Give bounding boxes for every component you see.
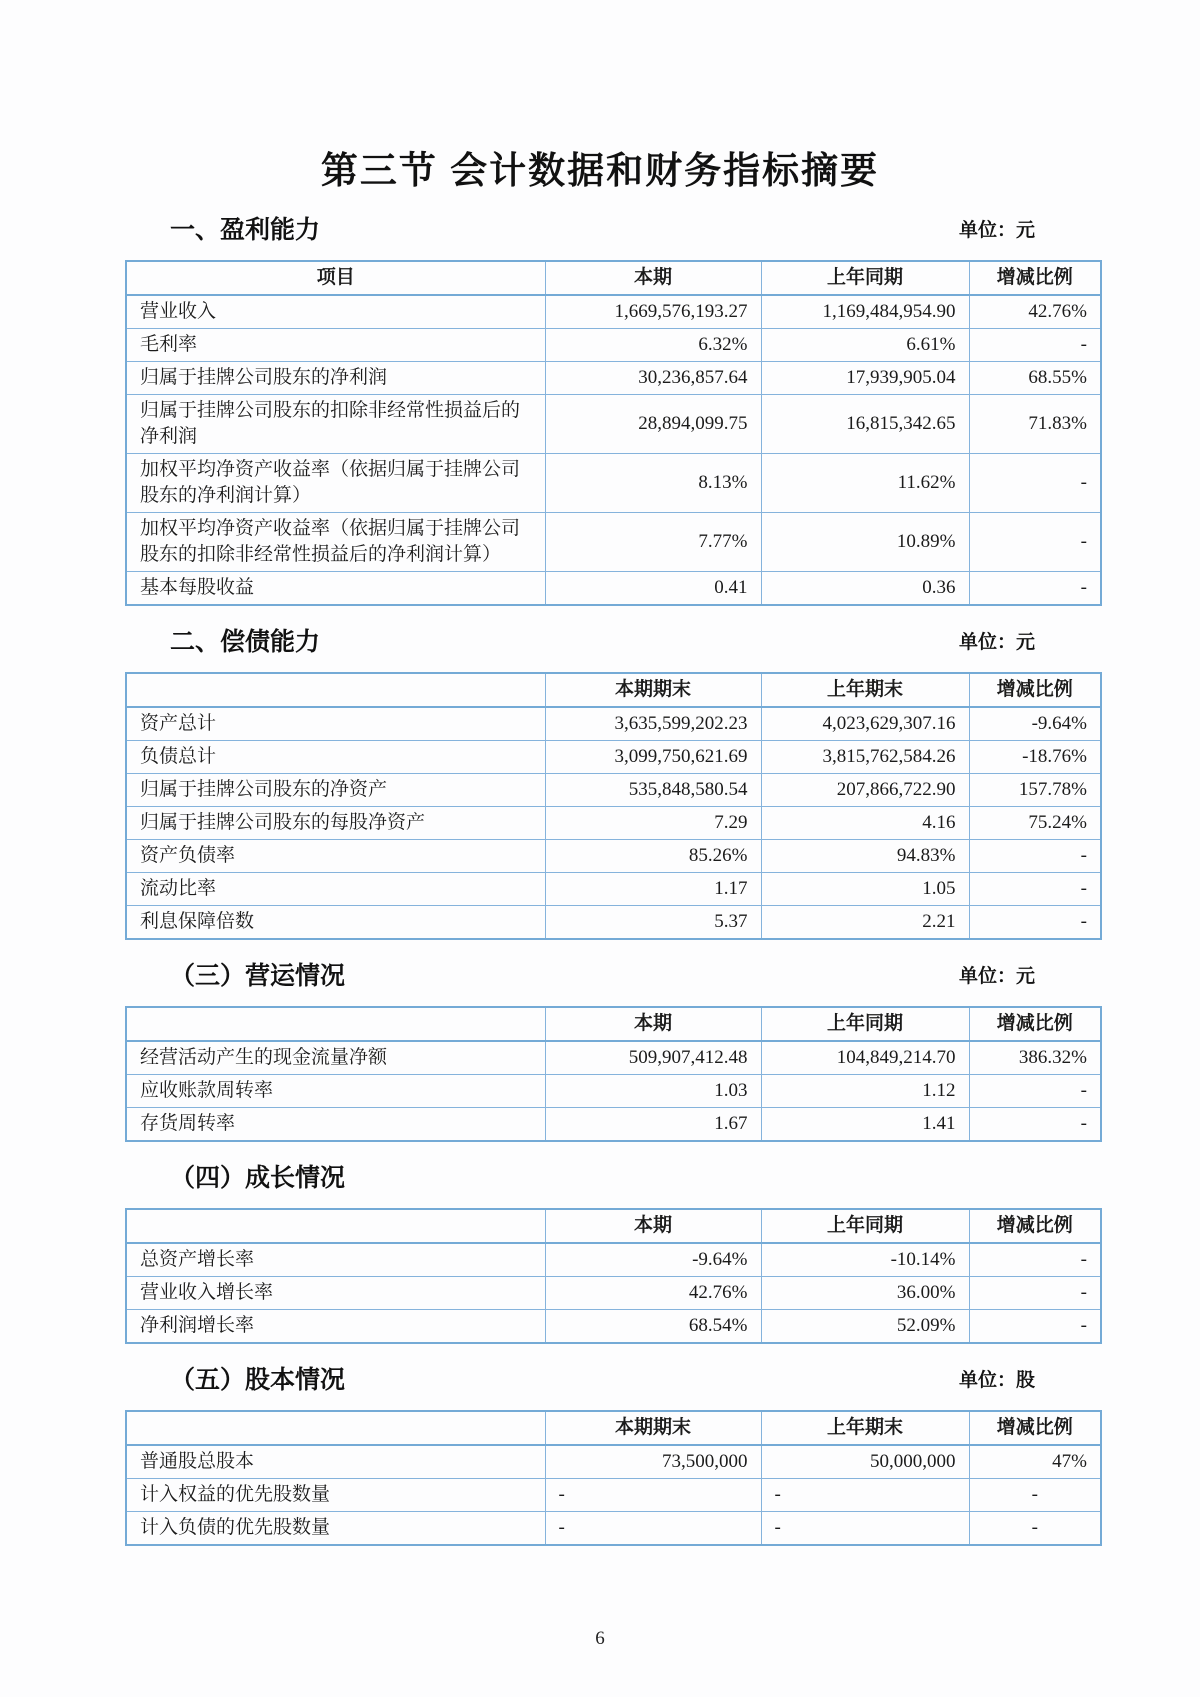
- table-row: [126, 1243, 1101, 1277]
- table-header-cell: 增减比例: [969, 261, 1101, 295]
- value-cell: 30,236,857.64: [545, 362, 761, 395]
- value-cell: 6.32%: [545, 329, 761, 362]
- value-cell: 42.76%: [969, 295, 1101, 329]
- row-label-cell: 计入权益的优先股数量: [126, 1479, 545, 1512]
- unit-label: 单位：元: [958, 220, 1035, 241]
- row-label-cell: 负债总计: [126, 741, 545, 774]
- unit-label: 单位：股: [958, 1370, 1035, 1391]
- value-cell: -: [969, 329, 1101, 362]
- table-row: [126, 1512, 1101, 1546]
- table-row: [126, 807, 1101, 840]
- row-label-cell: 归属于挂牌公司股东的每股净资产: [126, 807, 545, 840]
- table-row: [126, 1277, 1101, 1310]
- table-header-cell: 本期期末: [545, 673, 761, 707]
- table-row: [126, 1310, 1101, 1344]
- table-header-row: [126, 261, 1101, 295]
- value-cell: 0.36: [761, 572, 969, 606]
- table-header-cell: [126, 1007, 545, 1041]
- row-label-cell: 资产总计: [126, 707, 545, 741]
- value-cell: 1.17: [545, 873, 761, 906]
- value-cell: -: [969, 1277, 1101, 1310]
- value-cell: 535,848,580.54: [545, 774, 761, 807]
- row-label-cell: 总资产增长率: [126, 1243, 545, 1277]
- section-header-row: [125, 1162, 1100, 1194]
- value-cell: 2.21: [761, 906, 969, 940]
- table-row: [126, 295, 1101, 329]
- table-row: [126, 741, 1101, 774]
- value-cell: -: [969, 840, 1101, 873]
- section-heading: （四）成长情况: [170, 1164, 346, 1192]
- table-header-cell: 增减比例: [969, 1209, 1101, 1243]
- value-cell: 36.00%: [761, 1277, 969, 1310]
- row-label-cell: 普通股总股本: [126, 1445, 545, 1479]
- value-cell: 3,815,762,584.26: [761, 741, 969, 774]
- page-title: 第三节 会计数据和财务指标摘要: [320, 150, 880, 191]
- row-label-cell: 归属于挂牌公司股东的扣除非经常性损益后的净利润: [126, 395, 545, 454]
- section-heading: 一、盈利能力: [170, 216, 321, 244]
- report-section: [125, 214, 1100, 606]
- value-cell: -9.64%: [969, 707, 1101, 741]
- value-cell: -: [969, 1243, 1101, 1277]
- table-row: [126, 572, 1101, 606]
- financial-table: [125, 1410, 1102, 1546]
- value-cell: 4,023,629,307.16: [761, 707, 969, 741]
- value-cell: -: [969, 1479, 1101, 1512]
- table-header-cell: 上年同期: [761, 1007, 969, 1041]
- value-cell: 0.41: [545, 572, 761, 606]
- row-label-cell: 资产负债率: [126, 840, 545, 873]
- financial-table: [125, 1208, 1102, 1344]
- table-header-cell: 增减比例: [969, 1007, 1101, 1041]
- value-cell: 1.41: [761, 1108, 969, 1142]
- table-row: [126, 906, 1101, 940]
- row-label-cell: 计入负债的优先股数量: [126, 1512, 545, 1546]
- section-heading: 二、偿债能力: [170, 628, 321, 656]
- financial-table: [125, 1006, 1102, 1142]
- value-cell: 1,669,576,193.27: [545, 295, 761, 329]
- table-header-row: [126, 1007, 1101, 1041]
- value-cell: 68.55%: [969, 362, 1101, 395]
- table-header-cell: 本期期末: [545, 1411, 761, 1445]
- table-header-row: [126, 1411, 1101, 1445]
- section-header-row: [125, 626, 1100, 658]
- value-cell: 42.76%: [545, 1277, 761, 1310]
- value-cell: 11.62%: [761, 454, 969, 513]
- value-cell: 7.77%: [545, 513, 761, 572]
- value-cell: -: [545, 1479, 761, 1512]
- value-cell: 94.83%: [761, 840, 969, 873]
- value-cell: 85.26%: [545, 840, 761, 873]
- row-label-cell: 营业收入: [126, 295, 545, 329]
- table-header-cell: 本期: [545, 1209, 761, 1243]
- report-section: [125, 1162, 1100, 1344]
- table-row: [126, 1075, 1101, 1108]
- section-header-row: [125, 960, 1100, 992]
- value-cell: -: [969, 906, 1101, 940]
- value-cell: 5.37: [545, 906, 761, 940]
- value-cell: 6.61%: [761, 329, 969, 362]
- table-header-cell: [126, 673, 545, 707]
- value-cell: 68.54%: [545, 1310, 761, 1344]
- value-cell: 1,169,484,954.90: [761, 295, 969, 329]
- value-cell: 28,894,099.75: [545, 395, 761, 454]
- row-label-cell: 存货周转率: [126, 1108, 545, 1142]
- value-cell: 52.09%: [761, 1310, 969, 1344]
- value-cell: -: [761, 1479, 969, 1512]
- table-row: [126, 1479, 1101, 1512]
- table-header-cell: 项目: [126, 261, 545, 295]
- value-cell: 10.89%: [761, 513, 969, 572]
- table-header-cell: 本期: [545, 1007, 761, 1041]
- value-cell: -: [969, 454, 1101, 513]
- value-cell: 157.78%: [969, 774, 1101, 807]
- row-label-cell: 加权平均净资产收益率（依据归属于挂牌公司股东的净利润计算）: [126, 454, 545, 513]
- row-label-cell: 归属于挂牌公司股东的净利润: [126, 362, 545, 395]
- value-cell: 8.13%: [545, 454, 761, 513]
- table-row: [126, 873, 1101, 906]
- value-cell: 3,635,599,202.23: [545, 707, 761, 741]
- table-header-cell: 本期: [545, 261, 761, 295]
- value-cell: -9.64%: [545, 1243, 761, 1277]
- value-cell: -: [545, 1512, 761, 1546]
- table-row: [126, 513, 1101, 572]
- value-cell: 207,866,722.90: [761, 774, 969, 807]
- value-cell: 75.24%: [969, 807, 1101, 840]
- row-label-cell: 加权平均净资产收益率（依据归属于挂牌公司股东的扣除非经常性损益后的净利润计算）: [126, 513, 545, 572]
- value-cell: 1.05: [761, 873, 969, 906]
- table-row: [126, 840, 1101, 873]
- value-cell: 1.12: [761, 1075, 969, 1108]
- value-cell: 73,500,000: [545, 1445, 761, 1479]
- value-cell: 104,849,214.70: [761, 1041, 969, 1075]
- value-cell: -: [761, 1512, 969, 1546]
- financial-table: [125, 672, 1102, 940]
- row-label-cell: 净利润增长率: [126, 1310, 545, 1344]
- page-number: 6: [595, 1628, 605, 1649]
- table-row: [126, 329, 1101, 362]
- table-header-cell: [126, 1209, 545, 1243]
- report-section: [125, 1364, 1100, 1546]
- section-header-row: [125, 1364, 1100, 1396]
- value-cell: -: [969, 873, 1101, 906]
- row-label-cell: 营业收入增长率: [126, 1277, 545, 1310]
- value-cell: 386.32%: [969, 1041, 1101, 1075]
- value-cell: 1.03: [545, 1075, 761, 1108]
- report-section: [125, 626, 1100, 940]
- table-row: [126, 1041, 1101, 1075]
- report-section: [125, 960, 1100, 1142]
- section-header-row: [125, 214, 1100, 246]
- table-header-cell: 上年同期: [761, 1209, 969, 1243]
- value-cell: 7.29: [545, 807, 761, 840]
- value-cell: 71.83%: [969, 395, 1101, 454]
- value-cell: 47%: [969, 1445, 1101, 1479]
- section-heading: （五）股本情况: [170, 1366, 346, 1394]
- table-header-row: [126, 1209, 1101, 1243]
- table-header-cell: 增减比例: [969, 1411, 1101, 1445]
- report-sections: [125, 214, 1100, 1546]
- value-cell: 16,815,342.65: [761, 395, 969, 454]
- value-cell: -18.76%: [969, 741, 1101, 774]
- value-cell: 1.67: [545, 1108, 761, 1142]
- table-header-cell: [126, 1411, 545, 1445]
- table-row: [126, 1108, 1101, 1142]
- section-heading: （三）营运情况: [170, 962, 346, 990]
- table-row: [126, 707, 1101, 741]
- unit-label: 单位：元: [958, 632, 1035, 653]
- value-cell: -: [969, 572, 1101, 606]
- table-row: [126, 774, 1101, 807]
- row-label-cell: 应收账款周转率: [126, 1075, 545, 1108]
- value-cell: 17,939,905.04: [761, 362, 969, 395]
- row-label-cell: 毛利率: [126, 329, 545, 362]
- table-header-cell: 上年同期: [761, 261, 969, 295]
- value-cell: 509,907,412.48: [545, 1041, 761, 1075]
- value-cell: 3,099,750,621.69: [545, 741, 761, 774]
- table-row: [126, 1445, 1101, 1479]
- table-row: [126, 454, 1101, 513]
- table-header-cell: 上年期末: [761, 673, 969, 707]
- unit-label: 单位：元: [958, 966, 1035, 987]
- row-label-cell: 流动比率: [126, 873, 545, 906]
- value-cell: -: [969, 513, 1101, 572]
- row-label-cell: 基本每股收益: [126, 572, 545, 606]
- table-header-cell: 上年期末: [761, 1411, 969, 1445]
- value-cell: 4.16: [761, 807, 969, 840]
- value-cell: -: [969, 1310, 1101, 1344]
- table-row: [126, 395, 1101, 454]
- table-header-row: [126, 673, 1101, 707]
- value-cell: -: [969, 1075, 1101, 1108]
- financial-table: [125, 260, 1102, 606]
- value-cell: -10.14%: [761, 1243, 969, 1277]
- table-header-cell: 增减比例: [969, 673, 1101, 707]
- table-row: [126, 362, 1101, 395]
- row-label-cell: 利息保障倍数: [126, 906, 545, 940]
- value-cell: -: [969, 1512, 1101, 1546]
- value-cell: -: [969, 1108, 1101, 1142]
- row-label-cell: 经营活动产生的现金流量净额: [126, 1041, 545, 1075]
- value-cell: 50,000,000: [761, 1445, 969, 1479]
- row-label-cell: 归属于挂牌公司股东的净资产: [126, 774, 545, 807]
